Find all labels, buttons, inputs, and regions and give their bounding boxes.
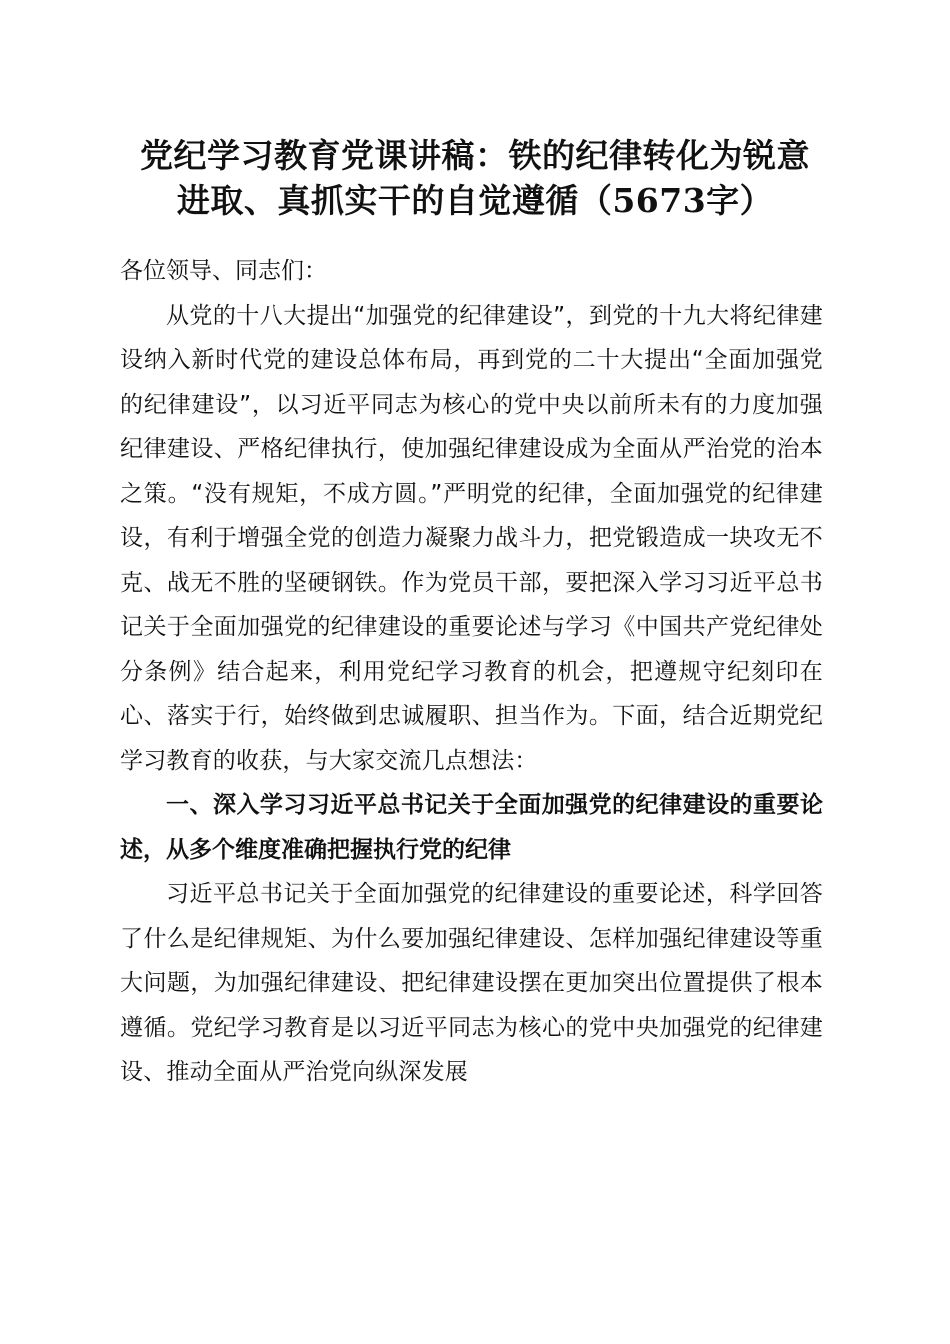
document-body	[120, 249, 823, 1095]
document-title	[90, 133, 860, 223]
paragraph-section-1: 习近平总书记关于全面加强党的纪律建设的重要论述，科学回答了什么是纪律规矩、为什么要加强纪律建设、怎样加强纪律建设等重大问题，为加强纪律建设、把纪律建设摆在更加突出位置提供了根本遵循。党纪学习教育是以习近平同志为核心的党中央加强党的纪律建设、推动全面从严治党向纵深发展	[120, 881, 823, 1085]
salutation: 各位领导、同志们：	[120, 258, 327, 284]
title-line-1: 党纪学习教育党课讲稿：铁的纪律转化为锐意	[140, 136, 810, 175]
title-line-2: 进取、真抓实干的自觉遵循（5673字）	[176, 181, 774, 220]
section-heading-1: 一、深入学习习近平总书记关于全面加强党的纪律建设的重要论述，从多个维度准确把握执行党的纪律	[120, 792, 823, 863]
paragraph-intro: 从党的十八大提出“加强党的纪律建设”，到党的十九大将纪律建设纳入新时代党的建设总体布局，再到党的二十大提出“全面加强党的纪律建设”，以习近平同志为核心的党中央以前所未有的力度加强纪律建设、严格纪律执行，使加强纪律建设成为全面从严治党的治本之策。“没有规矩，不成方圆。”严明党的纪律，全面加强党的纪律建设，有利于增强全党的创造力凝聚力战斗力，把党锻造成一块攻无不克、战无不胜的坚硬钢铁。作为党员干部，要把深入学习习近平总书记关于全面加强党的纪律建设的重要论述与学习《中国共产党纪律处分条例》结合起来，利用党纪学习教育的机会，把遵规守纪刻印在心、落实于行，始终做到忠诚履职、担当作为。下面，结合近期党纪学习教育的收获，与大家交流几点想法：	[120, 302, 823, 774]
